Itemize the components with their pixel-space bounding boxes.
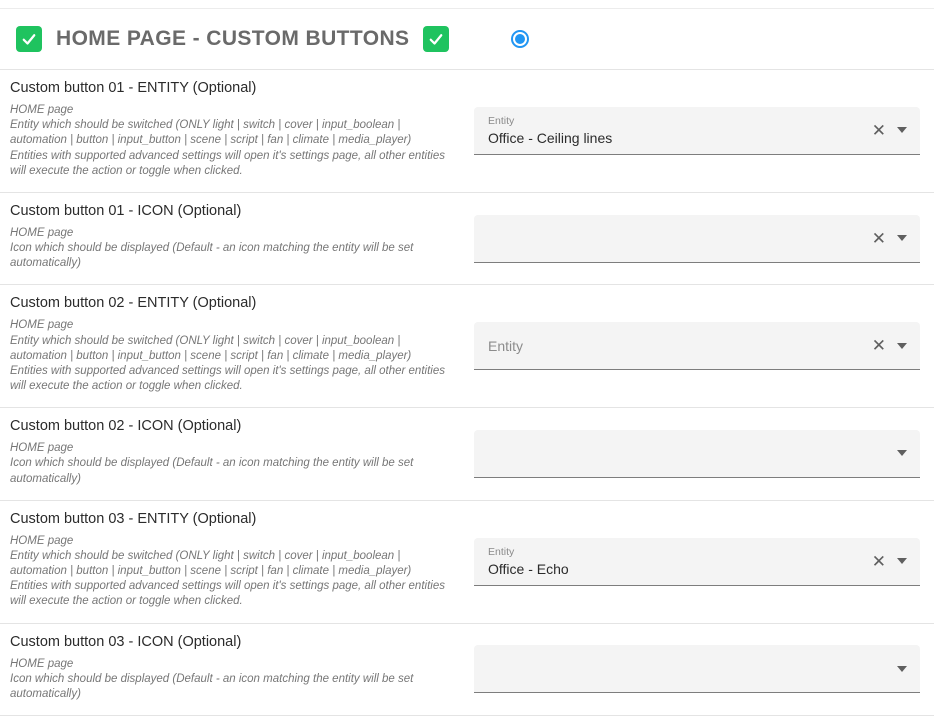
- clear-icon[interactable]: ✕: [871, 228, 886, 248]
- setting-control-block: [462, 645, 920, 693]
- check-icon: [20, 30, 38, 48]
- entity-select-button03[interactable]: [474, 538, 920, 586]
- desc-main: Icon which should be displayed (Default - an icon matching the entity will be set automatically): [10, 672, 414, 700]
- setting-description-block: [10, 70, 462, 192]
- check-icon: [427, 30, 445, 48]
- setting-title: Custom button 01 - ICON (Optional): [10, 202, 242, 219]
- desc-main: Icon which should be displayed (Default - an icon matching the entity will be set automatically): [10, 457, 414, 485]
- chevron-down-icon[interactable]: [897, 235, 907, 241]
- setting-description-block: [10, 193, 462, 285]
- field-icons: [872, 337, 907, 354]
- desc-extra: Entities with supported advanced settings will open it's settings page, all other entities will execute the action or toggle when clicked.: [10, 364, 445, 393]
- setting-row-button01-icon: [0, 193, 934, 286]
- entity-select-button01[interactable]: [474, 107, 920, 155]
- setting-description-block: [10, 285, 462, 407]
- setting-row-button02-entity: [0, 285, 934, 408]
- desc-page: HOME page: [10, 226, 74, 239]
- field-selected-value: Office - Echo: [488, 560, 569, 577]
- field-icons: [897, 450, 907, 456]
- desc-main: Entity which should be switched (ONLY light | switch | cover | input_boolean | automation | button | input_button | scene | script | fan | climate | media_player): [10, 334, 412, 362]
- setting-description-block: [10, 624, 462, 716]
- setting-description: [10, 657, 458, 703]
- setting-row-button01-entity: [0, 70, 934, 193]
- setting-description-block: [10, 501, 462, 623]
- desc-page: HOME page: [10, 104, 74, 116]
- setting-description: [10, 318, 458, 394]
- custom-buttons-settings-page: [0, 8, 934, 716]
- setting-control-block: [462, 322, 920, 370]
- icon-select-button03[interactable]: [474, 645, 920, 693]
- field-icons: [872, 122, 907, 139]
- chevron-down-icon[interactable]: [897, 450, 907, 456]
- desc-page: HOME page: [10, 319, 74, 332]
- field-icons: [872, 553, 907, 570]
- section-radio-button[interactable]: [511, 30, 529, 48]
- setting-control-block: [462, 107, 920, 155]
- clear-icon[interactable]: ✕: [871, 336, 886, 356]
- chevron-down-icon[interactable]: [897, 343, 907, 349]
- icon-select-button01[interactable]: [474, 215, 920, 263]
- section-checkbox-right[interactable]: [423, 26, 449, 52]
- setting-description: [10, 441, 458, 487]
- desc-main: Entity which should be switched (ONLY light | switch | cover | input_boolean | automation | button | input_button | scene | script | fan | climate | media_player): [10, 549, 412, 578]
- chevron-down-icon[interactable]: [897, 558, 907, 564]
- section-header: [0, 9, 934, 70]
- setting-title: Custom button 01 - ENTITY (Optional): [10, 80, 257, 96]
- setting-control-block: [462, 430, 920, 478]
- icon-select-button02[interactable]: [474, 430, 920, 478]
- setting-description: [10, 103, 458, 179]
- field-floating-label: Entity: [488, 114, 515, 127]
- field-text: [488, 546, 872, 577]
- setting-row-button03-icon: [0, 624, 934, 716]
- setting-control-block: [462, 215, 920, 263]
- setting-row-button02-icon: [0, 408, 934, 501]
- desc-page: HOME page: [10, 442, 74, 455]
- setting-title: Custom button 02 - ENTITY (Optional): [10, 295, 257, 312]
- field-icons: [897, 666, 907, 672]
- setting-control-block: [462, 538, 920, 586]
- field-text: [488, 115, 872, 146]
- field-selected-value: Office - Ceiling lines: [488, 129, 613, 146]
- field-placeholder: Entity: [488, 337, 524, 354]
- chevron-down-icon[interactable]: [897, 666, 907, 672]
- field-floating-label: Entity: [488, 545, 515, 558]
- setting-description: [10, 534, 458, 610]
- page-title: HOME PAGE - CUSTOM BUTTONS: [56, 27, 410, 50]
- setting-row-button03-entity: [0, 501, 934, 624]
- radio-dot-icon: [515, 34, 525, 44]
- section-checkbox-left[interactable]: [16, 26, 42, 52]
- desc-main: Icon which should be displayed (Default - an icon matching the entity will be set automatically): [10, 242, 414, 270]
- field-icons: [872, 230, 907, 247]
- setting-title: Custom button 03 - ICON (Optional): [10, 633, 242, 650]
- setting-description: [10, 226, 458, 272]
- desc-extra: Entities with supported advanced settings will open it's settings page, all other entities will execute the action or toggle when clicked.: [10, 580, 445, 608]
- setting-title: Custom button 03 - ENTITY (Optional): [10, 510, 257, 527]
- desc-page: HOME page: [10, 534, 74, 547]
- setting-description-block: [10, 408, 462, 500]
- clear-icon[interactable]: ✕: [871, 551, 886, 571]
- desc-page: HOME page: [10, 657, 74, 670]
- entity-select-button02[interactable]: [474, 322, 920, 370]
- setting-title: Custom button 02 - ICON (Optional): [10, 418, 242, 435]
- desc-extra: Entities with supported advanced settings will open it's settings page, all other entities will execute the action or toggle when clicked.: [10, 149, 445, 177]
- chevron-down-icon[interactable]: [897, 127, 907, 133]
- clear-icon[interactable]: ✕: [871, 120, 886, 140]
- desc-main: Entity which should be switched (ONLY light | switch | cover | input_boolean | automation | button | input_button | scene | script | fan | climate | media_player): [10, 119, 412, 147]
